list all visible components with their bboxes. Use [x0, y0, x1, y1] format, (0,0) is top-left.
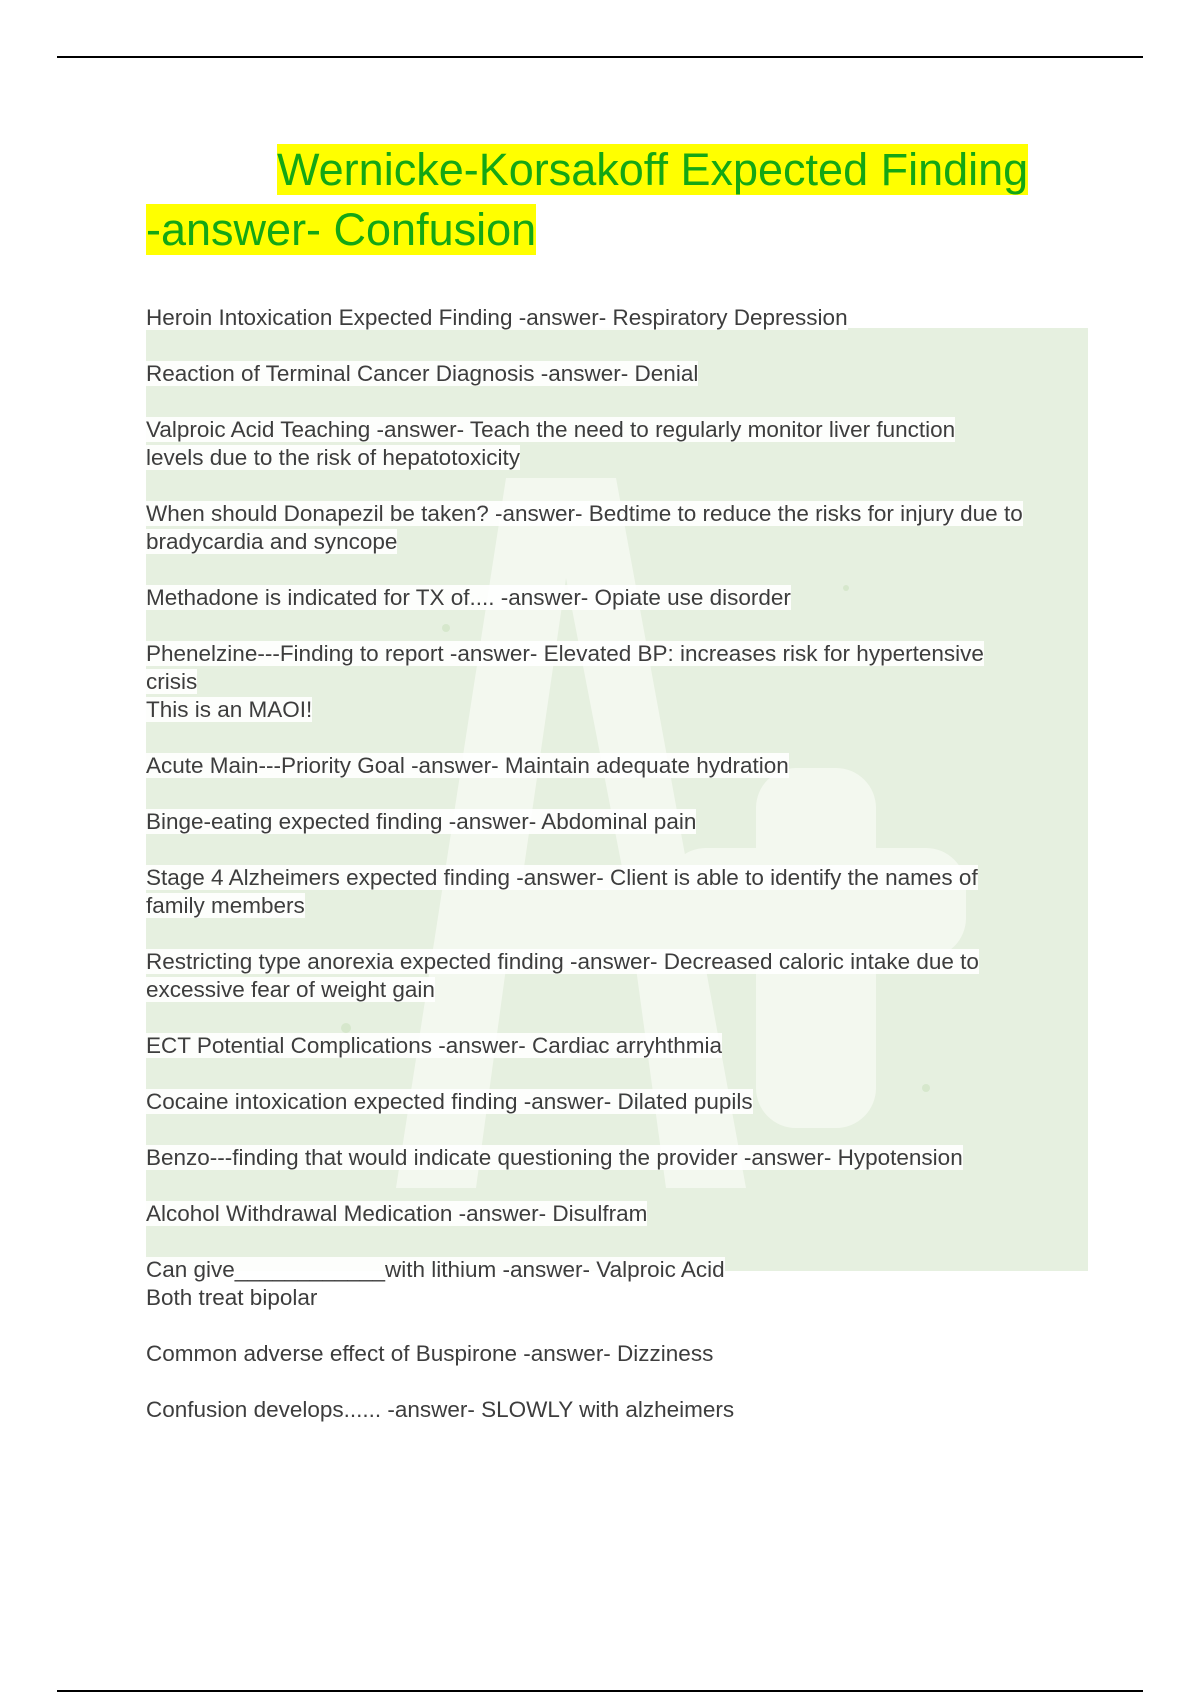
top-divider	[57, 56, 1143, 58]
qa-item	[146, 1200, 1096, 1228]
qa-item	[146, 584, 1096, 612]
qa-line: Can give____________with lithium -answer- Valproic Acid	[146, 1257, 725, 1282]
qa-line: Alcohol Withdrawal Medication -answer- Disulfram	[146, 1201, 648, 1226]
qa-item	[146, 1088, 1096, 1116]
qa-line: excessive fear of weight gain	[146, 977, 435, 1002]
qa-line: crisis	[146, 669, 198, 694]
qa-line: Common adverse effect of Buspirone -answer- Dizziness	[146, 1341, 714, 1366]
qa-line: bradycardia and syncope	[146, 529, 398, 554]
qa-item	[146, 1396, 1096, 1424]
qa-item	[146, 500, 1096, 556]
qa-item	[146, 752, 1096, 780]
qa-line: family members	[146, 893, 305, 918]
qa-line: When should Donapezil be taken? -answer- Bedtime to reduce the risks for injury due to	[146, 501, 1023, 526]
qa-item	[146, 864, 1096, 920]
question-answer-list	[146, 304, 1096, 1452]
qa-item	[146, 1144, 1096, 1172]
qa-line: Both treat bipolar	[146, 1285, 318, 1310]
qa-item	[146, 416, 1096, 472]
qa-line: levels due to the risk of hepatotoxicity	[146, 445, 520, 470]
qa-item	[146, 1032, 1096, 1060]
qa-line: Benzo---finding that would indicate questioning the provider -answer- Hypotension	[146, 1145, 963, 1170]
title-line-1: Wernicke-Korsakoff Expected Finding	[277, 144, 1029, 195]
qa-line: Cocaine intoxication expected finding -answer- Dilated pupils	[146, 1089, 753, 1114]
qa-line: Acute Main---Priority Goal -answer- Maintain adequate hydration	[146, 753, 789, 778]
qa-line: Reaction of Terminal Cancer Diagnosis -answer- Denial	[146, 361, 699, 386]
qa-line: Phenelzine---Finding to report -answer- Elevated BP: increases risk for hypertensive	[146, 641, 984, 666]
qa-item	[146, 948, 1096, 1004]
qa-line: Confusion develops...... -answer- SLOWLY with alzheimers	[146, 1397, 735, 1422]
qa-item	[146, 640, 1096, 724]
qa-line: ECT Potential Complications -answer- Cardiac arryhthmia	[146, 1033, 723, 1058]
bottom-divider	[57, 1690, 1143, 1692]
title-line-2: -answer- Confusion	[146, 204, 537, 255]
qa-line: This is an MAOI!	[146, 697, 313, 722]
qa-line: Heroin Intoxication Expected Finding -answer- Respiratory Depression	[146, 305, 848, 330]
qa-item	[146, 1340, 1096, 1368]
qa-line: Binge-eating expected finding -answer- Abdominal pain	[146, 809, 697, 834]
qa-line: Restricting type anorexia expected finding -answer- Decreased caloric intake due to	[146, 949, 979, 974]
qa-item	[146, 808, 1096, 836]
qa-item	[146, 1256, 1096, 1312]
qa-line: Methadone is indicated for TX of.... -answer- Opiate use disorder	[146, 585, 791, 610]
qa-line: Stage 4 Alzheimers expected finding -answer- Client is able to identify the names of	[146, 865, 978, 890]
qa-item	[146, 304, 1096, 332]
page-title	[146, 140, 1106, 260]
qa-item	[146, 360, 1096, 388]
qa-line: Valproic Acid Teaching -answer- Teach the need to regularly monitor liver function	[146, 417, 956, 442]
